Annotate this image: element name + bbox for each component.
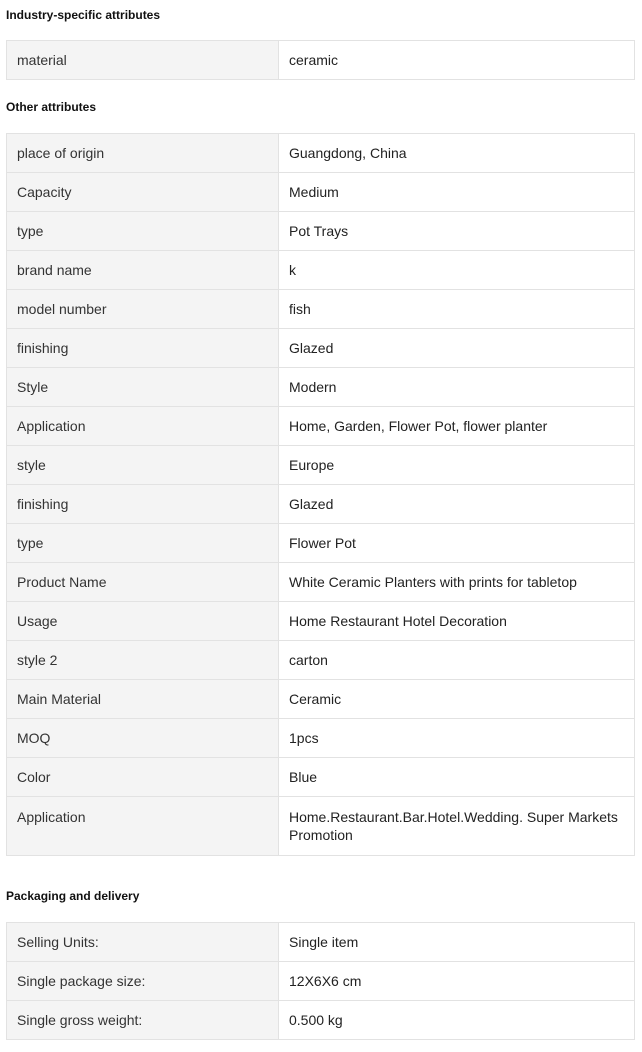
table-row (7, 719, 635, 758)
table-row (7, 173, 635, 212)
attribute-value: Flower Pot (279, 524, 635, 563)
attribute-key: MOQ (7, 719, 279, 758)
attribute-key: style 2 (7, 641, 279, 680)
attribute-key: Usage (7, 602, 279, 641)
table-row (7, 290, 635, 329)
attribute-value: Medium (279, 173, 635, 212)
section-title-other-attributes: Other attributes (6, 100, 97, 114)
attribute-key: Capacity (7, 173, 279, 212)
attribute-value: Blue (279, 758, 635, 797)
table-row (7, 446, 635, 485)
attribute-value: k (279, 251, 635, 290)
attribute-value: 1pcs (279, 719, 635, 758)
attribute-key: brand name (7, 251, 279, 290)
table-row (7, 524, 635, 563)
attribute-value: Glazed (279, 485, 635, 524)
attribute-key: Product Name (7, 563, 279, 602)
table-row (7, 602, 635, 641)
table-row (7, 563, 635, 602)
attribute-value: Modern (279, 368, 635, 407)
attribute-value: Ceramic (279, 680, 635, 719)
attribute-value: Home Restaurant Hotel Decoration (279, 602, 635, 641)
attribute-value: White Ceramic Planters with prints for tabletop (279, 563, 635, 602)
attribute-key: type (7, 212, 279, 251)
attribute-value: Home.Restaurant.Bar.Hotel.Wedding. Super Markets Promotion (279, 797, 635, 856)
attribute-key: Style (7, 368, 279, 407)
attribute-key: place of origin (7, 134, 279, 173)
table-row (7, 251, 635, 290)
table-row (7, 485, 635, 524)
section-title-packaging-delivery: Packaging and delivery (6, 889, 140, 903)
table-row (7, 641, 635, 680)
attribute-value: 0.500 kg (279, 1001, 635, 1040)
attribute-value: Guangdong, China (279, 134, 635, 173)
table-row (7, 329, 635, 368)
attribute-value: fish (279, 290, 635, 329)
attribute-value: Single item (279, 923, 635, 962)
table-row (7, 758, 635, 797)
table-row (7, 962, 635, 1001)
attribute-value: Glazed (279, 329, 635, 368)
attribute-key: model number (7, 290, 279, 329)
packaging-table (6, 922, 635, 1040)
table-row (7, 1001, 635, 1040)
attribute-value: carton (279, 641, 635, 680)
table-row (7, 923, 635, 962)
attribute-key: finishing (7, 329, 279, 368)
attribute-value: Pot Trays (279, 212, 635, 251)
industry-attributes-table (6, 40, 635, 80)
table-row (7, 797, 635, 856)
table-row (7, 407, 635, 446)
attribute-key: Selling Units: (7, 923, 279, 962)
other-attributes-table (6, 133, 635, 856)
attribute-value: Home, Garden, Flower Pot, flower planter (279, 407, 635, 446)
attribute-value: ceramic (279, 41, 635, 80)
attribute-key: Color (7, 758, 279, 797)
table-row (7, 134, 635, 173)
attribute-key: Application (7, 797, 279, 856)
attribute-value: Europe (279, 446, 635, 485)
attribute-key: finishing (7, 485, 279, 524)
attribute-value: 12X6X6 cm (279, 962, 635, 1001)
attribute-key: material (7, 41, 279, 80)
attribute-key: style (7, 446, 279, 485)
section-title-industry-specific: Industry-specific attributes (6, 8, 161, 22)
table-row (7, 212, 635, 251)
attribute-key: Single gross weight: (7, 1001, 279, 1040)
attribute-key: type (7, 524, 279, 563)
table-row (7, 41, 635, 80)
table-row (7, 680, 635, 719)
table-row (7, 368, 635, 407)
attribute-key: Main Material (7, 680, 279, 719)
attribute-key: Single package size: (7, 962, 279, 1001)
attribute-key: Application (7, 407, 279, 446)
